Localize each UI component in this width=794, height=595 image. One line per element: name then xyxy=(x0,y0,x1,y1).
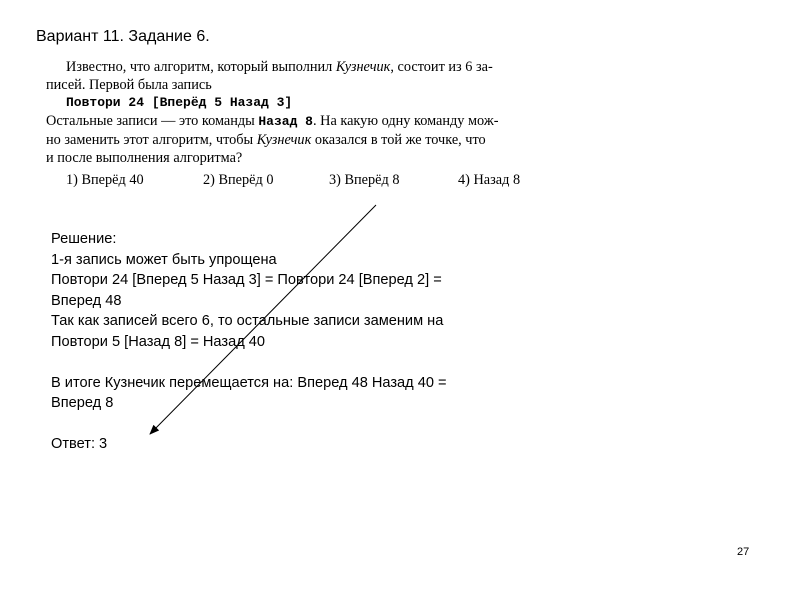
solution-line: Вперед 48 xyxy=(51,292,122,309)
grasshopper-name: Кузнечик xyxy=(335,59,391,75)
option-3: 3) Вперёд 8 xyxy=(329,172,400,188)
arrow-icon xyxy=(150,205,376,434)
slide-title: Вариант 11. Задание 6. xyxy=(36,28,210,45)
first-record-code: Повтори 24 [Вперёд 5 Назад 3] xyxy=(66,95,293,110)
problem-line-6: и после выполнения алгоритма? xyxy=(46,150,243,166)
solution-line: Так как записей всего 6, то остальные записи заменим на xyxy=(51,313,444,329)
problem-line-4: Остальные записи — это команды Назад 8. На какую одну команду мож- xyxy=(46,113,499,129)
solution-line: Повтори 24 [Вперед 5 Назад 3] = Повтори 24 [Вперед 2] = xyxy=(51,272,442,288)
problem-line-1: Известно, что алгоритм, который выполнил Кузнечик, состоит из 6 за- xyxy=(66,59,493,75)
solution-line: Повтори 5 [Назад 8] = Назад 40 xyxy=(51,333,265,350)
problem-line-2: писей. Первой была запись xyxy=(46,77,212,93)
option-4: 4) Назад 8 xyxy=(458,172,521,188)
solution-line: Решение: xyxy=(51,231,117,247)
solution-line: В итоге Кузнечик перемещается на: Вперед 48 Назад 40 = xyxy=(51,374,447,391)
problem-line-5: но заменить этот алгоритм, чтобы Кузнечик оказался в той же точке, что xyxy=(46,132,486,148)
back-command: Назад 8 xyxy=(258,114,313,129)
option-1: 1) Вперёд 40 xyxy=(66,172,144,188)
solution-line: 1-я запись может быть упрощена xyxy=(51,251,277,268)
grasshopper-name: Кузнечик xyxy=(256,132,312,148)
solution-line: Вперед 8 xyxy=(51,395,114,411)
page-number: 27 xyxy=(737,546,750,558)
option-2: 2) Вперёд 0 xyxy=(203,172,274,188)
answer-line: Ответ: 3 xyxy=(51,436,108,452)
